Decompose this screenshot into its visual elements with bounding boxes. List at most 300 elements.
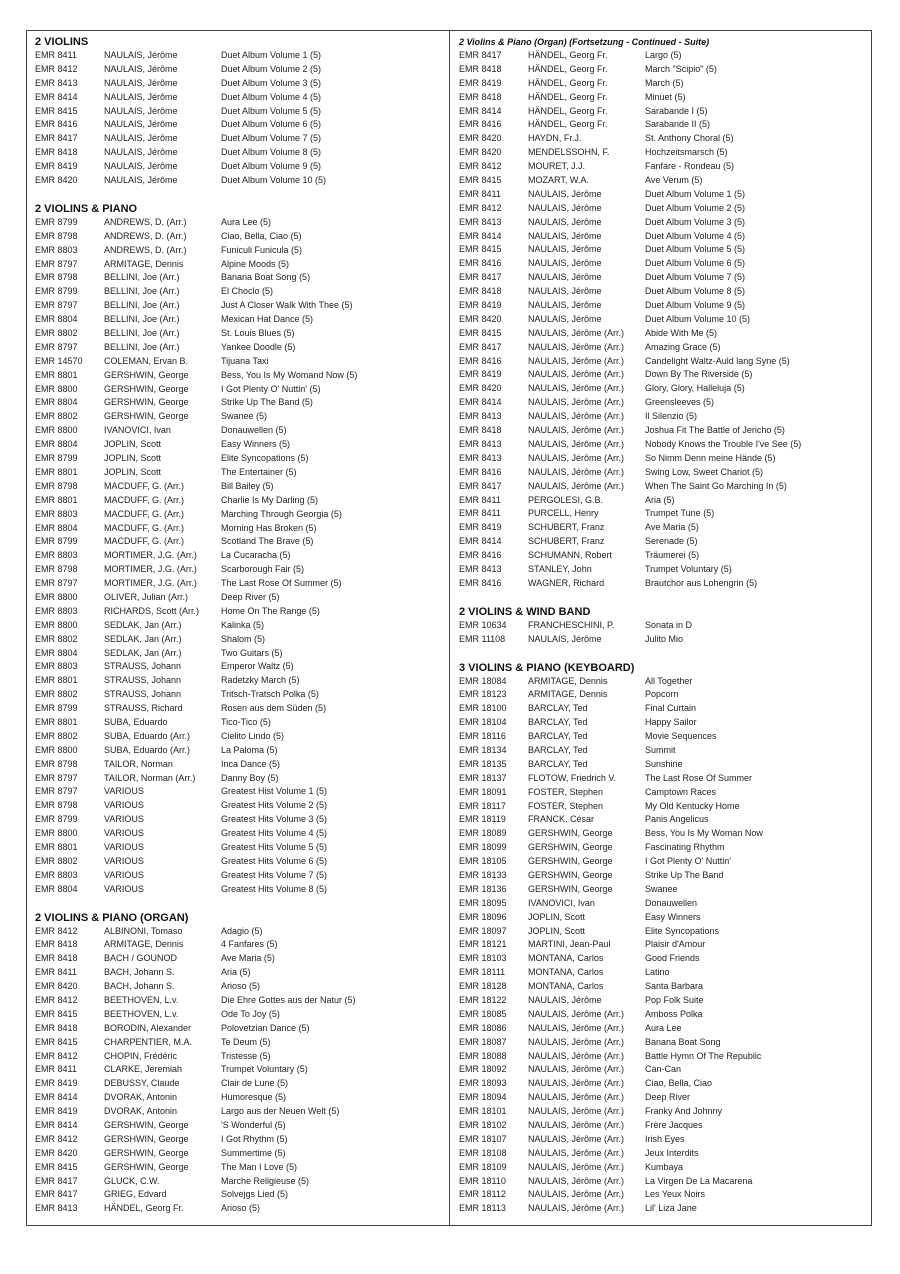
composer-name: BARCLAY, Ted — [528, 744, 588, 755]
catalog-row — [459, 1063, 864, 1077]
section-2-violins-wind-band — [459, 605, 864, 647]
composer-name: BARCLAY, Ted — [528, 731, 588, 742]
piece-title: Swanee (5) — [221, 411, 268, 422]
catalog-code: EMR 8414 — [459, 105, 502, 116]
catalog-code: EMR 18093 — [459, 1078, 507, 1089]
catalog-row — [35, 160, 440, 174]
catalog-row — [459, 507, 864, 521]
section-3-violins-piano-keyboard — [459, 661, 864, 1217]
catalog-code: EMR 8801 — [35, 841, 78, 852]
composer-name: GERSHWIN, George — [104, 1161, 189, 1172]
piece-title: Elite Syncopations (5) — [221, 453, 309, 464]
catalog-row — [459, 702, 864, 716]
composer-name: NAULAIS, Jérôme (Arr.) — [528, 1036, 625, 1047]
piece-title: Franky And Johnny — [645, 1106, 723, 1117]
composer-name: NAULAIS, Jérôme (Arr.) — [528, 1161, 625, 1172]
catalog-row — [459, 382, 864, 396]
catalog-code: EMR 8420 — [459, 383, 502, 394]
piece-title: Strike Up The Band — [645, 869, 724, 880]
composer-name: VARIOUS — [104, 786, 144, 797]
catalog-code: EMR 8799 — [35, 216, 78, 227]
piece-title: Tico-Tico (5) — [221, 716, 271, 727]
composer-name: DEBUSSY, Claude — [104, 1078, 180, 1089]
section-2-violins-piano — [35, 202, 440, 897]
catalog-row — [459, 1188, 864, 1202]
composer-name: NAULAIS, Jérôme (Arr.) — [528, 438, 625, 449]
piece-title: Aria (5) — [645, 494, 675, 505]
catalog-row — [459, 1091, 864, 1105]
piece-title: The Last Rose Of Summer (5) — [221, 578, 342, 589]
catalog-code: EMR 18100 — [459, 703, 507, 714]
catalog-code: EMR 8419 — [459, 369, 502, 380]
catalog-code: EMR 8411 — [35, 967, 77, 978]
piece-title: Camptown Races — [645, 786, 717, 797]
catalog-code: EMR 8416 — [459, 355, 502, 366]
catalog-row — [459, 1175, 864, 1189]
composer-name: SEDLAK, Jan (Arr.) — [104, 633, 182, 644]
catalog-code: EMR 8412 — [459, 202, 502, 213]
catalog-code: EMR 18104 — [459, 717, 507, 728]
composer-name: NAULAIS, Jérôme (Arr.) — [528, 341, 625, 352]
piece-title: Aria (5) — [221, 967, 251, 978]
catalog-code: EMR 8416 — [459, 466, 502, 477]
catalog-row — [459, 188, 864, 202]
piece-title: Strike Up The Band (5) — [221, 397, 313, 408]
catalog-code: EMR 11108 — [459, 633, 506, 644]
composer-name: MOURET, J.J. — [528, 161, 586, 172]
catalog-code: EMR 8413 — [35, 1203, 78, 1214]
catalog-row — [35, 925, 440, 939]
piece-title: Greatest Hits Volume 8 (5) — [221, 883, 328, 894]
catalog-code: EMR 8799 — [35, 536, 78, 547]
catalog-row — [35, 1119, 440, 1133]
catalog-code: EMR 8419 — [35, 1078, 78, 1089]
catalog-code: EMR 8419 — [459, 77, 502, 88]
catalog-code: EMR 8801 — [35, 369, 78, 380]
composer-name: STRAUSS, Johann — [104, 675, 182, 686]
catalog-row — [35, 132, 440, 146]
catalog-code: EMR 8802 — [35, 730, 78, 741]
catalog-row — [459, 410, 864, 424]
piece-title: Radetzky March (5) — [221, 675, 300, 686]
piece-title: Battle Hymn Of The Republic — [645, 1050, 762, 1061]
composer-name: MARTINI, Jean-Paul — [528, 939, 611, 950]
piece-title: Happy Sailor — [645, 717, 697, 728]
piece-title: Tristesse (5) — [221, 1050, 271, 1061]
catalog-code: EMR 8416 — [35, 119, 78, 130]
catalog-code: EMR 8415 — [35, 1161, 78, 1172]
piece-title: Two Guitars (5) — [221, 647, 283, 658]
piece-title: Down By The Riverside (5) — [645, 369, 753, 380]
catalog-row — [459, 105, 864, 119]
composer-name: SUBA, Eduardo — [104, 716, 168, 727]
piece-title: Easy Winners (5) — [221, 439, 291, 450]
composer-name: NAULAIS, Jérôme (Arr.) — [528, 1092, 625, 1103]
catalog-row — [459, 1077, 864, 1091]
catalog-row — [35, 855, 440, 869]
catalog-code: EMR 8411 — [459, 508, 501, 519]
piece-title: Rosen aus dem Süden (5) — [221, 703, 327, 714]
catalog-code: EMR 8420 — [35, 981, 78, 992]
catalog-code: EMR 8413 — [35, 77, 78, 88]
composer-name: STANLEY, John — [528, 563, 592, 574]
catalog-code: EMR 8415 — [459, 244, 502, 255]
catalog-code: EMR 18103 — [459, 953, 507, 964]
piece-title: Emperor Waltz (5) — [221, 661, 294, 672]
piece-title: Largo aus der Neuen Welt (5) — [221, 1106, 340, 1117]
catalog-code: EMR 8803 — [35, 661, 78, 672]
composer-name: SCHUBERT, Franz — [528, 522, 605, 533]
piece-title: Mexican Hat Dance (5) — [221, 314, 314, 325]
catalog-row — [35, 799, 440, 813]
catalog-row — [459, 299, 864, 313]
catalog-row — [35, 299, 440, 313]
composer-name: STRAUSS, Richard — [104, 703, 183, 714]
piece-title: Trumpet Voluntary (5) — [645, 563, 732, 574]
piece-title: Ode To Joy (5) — [221, 1008, 280, 1019]
catalog-row — [459, 535, 864, 549]
catalog-row — [35, 369, 440, 383]
catalog-row — [35, 244, 440, 258]
composer-name: NAULAIS, Jérôme (Arr.) — [528, 369, 625, 380]
composer-name: TAILOR, Norman (Arr.) — [104, 772, 196, 783]
catalog-row — [459, 285, 864, 299]
catalog-code: EMR 8416 — [459, 258, 502, 269]
catalog-row — [35, 327, 440, 341]
catalog-code: EMR 8413 — [459, 452, 502, 463]
composer-name: BELLINI, Joe (Arr.) — [104, 272, 180, 283]
composer-name: GERSHWIN, George — [104, 397, 189, 408]
composer-name: NAULAIS, Jérôme — [104, 50, 178, 60]
piece-title: Humoresque (5) — [221, 1092, 287, 1103]
catalog-code: EMR 8417 — [35, 1189, 78, 1200]
catalog-row — [35, 688, 440, 702]
catalog-code: EMR 8413 — [459, 563, 502, 574]
composer-name: VARIOUS — [104, 800, 144, 811]
piece-title: Greatest Hist Volume 1 (5) — [221, 786, 328, 797]
right-column — [459, 35, 864, 1216]
composer-name: NAULAIS, Jérôme — [104, 119, 178, 130]
catalog-row — [459, 1119, 864, 1133]
catalog-row — [459, 327, 864, 341]
section-2-violins-piano-organ — [35, 911, 440, 1217]
catalog-code: EMR 8798 — [35, 230, 78, 241]
catalog-row — [35, 258, 440, 272]
catalog-code: EMR 8802 — [35, 633, 78, 644]
piece-title: Duet Album Volume 4 (5) — [645, 230, 746, 241]
catalog-row — [35, 633, 440, 647]
section-title: 2 VIOLINS — [35, 36, 89, 48]
catalog-code: EMR 8419 — [459, 522, 502, 533]
catalog-row — [35, 77, 440, 91]
piece-title: Brautchor aus Lohengrin (5) — [645, 577, 758, 588]
catalog-row — [459, 869, 864, 883]
catalog-code: EMR 8799 — [35, 453, 78, 464]
catalog-code: EMR 8411 — [35, 50, 77, 60]
catalog-code: EMR 8799 — [35, 286, 78, 297]
catalog-row — [35, 146, 440, 160]
piece-title: Duet Album Volume 9 (5) — [221, 161, 322, 172]
catalog-code: EMR 8414 — [35, 91, 78, 102]
composer-name: ANDREWS, D. (Arr.) — [104, 244, 187, 255]
catalog-row — [459, 91, 864, 105]
composer-name: NAULAIS, Jérôme (Arr.) — [528, 452, 625, 463]
piece-title: The Man I Love (5) — [221, 1161, 298, 1172]
catalog-row — [459, 786, 864, 800]
composer-name: NAULAIS, Jérôme — [528, 633, 602, 644]
composer-name: BARCLAY, Ted — [528, 717, 588, 728]
composer-name: STRAUSS, Johann — [104, 689, 182, 700]
composer-name: PERGOLESI, G.B. — [528, 494, 604, 505]
piece-title: St. Anthony Choral (5) — [645, 133, 734, 144]
composer-name: VARIOUS — [104, 814, 144, 825]
catalog-row — [35, 438, 440, 452]
piece-title: Marche Religieuse (5) — [221, 1175, 310, 1186]
composer-name: HAYDN, Fr.J. — [528, 133, 582, 144]
catalog-code: EMR 18087 — [459, 1036, 507, 1047]
composer-name: MACDUFF, G. (Arr.) — [104, 508, 184, 519]
piece-title: Popcorn — [645, 689, 679, 700]
composer-name: NAULAIS, Jérôme — [104, 133, 178, 144]
catalog-row — [459, 424, 864, 438]
catalog-row — [35, 869, 440, 883]
composer-name: ARMITAGE, Dennis — [528, 689, 608, 700]
composer-name: NAULAIS, Jérôme (Arr.) — [528, 1008, 625, 1019]
piece-title: Largo (5) — [645, 50, 682, 60]
composer-name: NAULAIS, Jérôme (Arr.) — [528, 1050, 625, 1061]
catalog-code: EMR 18101 — [459, 1106, 507, 1117]
catalog-code: EMR 18111 — [459, 967, 506, 978]
catalog-code: EMR 8802 — [35, 328, 78, 339]
catalog-code: EMR 8419 — [35, 161, 78, 172]
catalog-code: EMR 8797 — [35, 772, 78, 783]
composer-name: MACDUFF, G. (Arr.) — [104, 480, 184, 491]
piece-title: Duet Album Volume 1 (5) — [221, 50, 322, 60]
piece-title: Sonata in D — [645, 619, 693, 630]
catalog-code: EMR 18109 — [459, 1161, 507, 1172]
catalog-code: EMR 8802 — [35, 411, 78, 422]
catalog-code: EMR 8411 — [459, 188, 501, 199]
piece-title: Ave Maria (5) — [645, 522, 699, 533]
catalog-row — [35, 966, 440, 980]
catalog-code: EMR 8415 — [459, 175, 502, 186]
catalog-code: EMR 8801 — [35, 675, 78, 686]
catalog-code: EMR 8803 — [35, 605, 78, 616]
composer-name: BELLINI, Joe (Arr.) — [104, 341, 180, 352]
piece-title: Marching Through Georgia (5) — [221, 508, 342, 519]
composer-name: BELLINI, Joe (Arr.) — [104, 314, 180, 325]
composer-name: NAULAIS, Jérôme (Arr.) — [528, 1147, 625, 1158]
section-title: 3 VIOLINS & PIANO (KEYBOARD) — [459, 661, 635, 674]
composer-name: JOPLIN, Scott — [528, 911, 586, 922]
composer-name: JOPLIN, Scott — [104, 453, 162, 464]
piece-title: Danny Boy (5) — [221, 772, 279, 783]
piece-title: Bess, You Is My Woman Now — [645, 828, 763, 839]
catalog-row — [459, 271, 864, 285]
composer-name: BELLINI, Joe (Arr.) — [104, 328, 180, 339]
catalog-row — [459, 494, 864, 508]
piece-title: Hochzeitsmarsch (5) — [645, 147, 728, 158]
composer-name: CHARPENTIER, M.A. — [104, 1036, 193, 1047]
catalog-row — [459, 1105, 864, 1119]
catalog-code: EMR 8797 — [35, 578, 78, 589]
piece-title: Greatest Hits Volume 3 (5) — [221, 814, 328, 825]
piece-title: Arioso (5) — [221, 981, 261, 992]
composer-name: JOPLIN, Scott — [528, 925, 586, 936]
catalog-row — [35, 744, 440, 758]
catalog-row — [459, 216, 864, 230]
piece-title: Jeux Interdits — [645, 1147, 699, 1158]
catalog-row — [459, 994, 864, 1008]
catalog-row — [35, 118, 440, 132]
piece-title: Duet Album Volume 5 (5) — [221, 105, 322, 116]
piece-title: Irish Eyes — [645, 1133, 685, 1144]
composer-name: JOPLIN, Scott — [104, 466, 162, 477]
catalog-code: EMR 8797 — [35, 786, 78, 797]
piece-title: Lil' Liza Jane — [645, 1203, 697, 1214]
composer-name: NAULAIS, Jérôme — [104, 63, 178, 74]
catalog-code: EMR 18121 — [459, 939, 507, 950]
catalog-code: EMR 18110 — [459, 1175, 506, 1186]
composer-name: WAGNER, Richard — [528, 577, 605, 588]
catalog-code: EMR 18088 — [459, 1050, 507, 1061]
catalog-row — [35, 230, 440, 244]
composer-name: BACH / GOUNOD — [104, 953, 178, 964]
composer-name: FRANCK, César — [528, 814, 595, 825]
piece-title: Duet Album Volume 10 (5) — [221, 175, 327, 186]
composer-name: NAULAIS, Jérôme (Arr.) — [528, 1189, 625, 1200]
composer-name: ARMITAGE, Dennis — [104, 939, 184, 950]
catalog-code: EMR 18137 — [459, 772, 507, 783]
piece-title: Träumerei (5) — [645, 550, 700, 561]
composer-name: IVANOVICI, Ivan — [528, 897, 595, 908]
catalog-row — [459, 744, 864, 758]
composer-name: HÄNDEL, Georg Fr. — [528, 91, 608, 102]
composer-name: NAULAIS, Jérôme (Arr.) — [528, 1078, 625, 1089]
piece-title: Duet Album Volume 3 (5) — [221, 77, 322, 88]
composer-name: SEDLAK, Jan (Arr.) — [104, 647, 182, 658]
piece-title: Duet Album Volume 6 (5) — [645, 258, 746, 269]
catalog-row — [459, 1022, 864, 1036]
piece-title: Kalinka (5) — [221, 619, 265, 630]
catalog-row — [35, 1091, 440, 1105]
catalog-code: EMR 8803 — [35, 869, 78, 880]
catalog-code: EMR 8411 — [459, 494, 501, 505]
composer-name: NAULAIS, Jérôme — [528, 258, 602, 269]
piece-title: Il Silenzio (5) — [645, 411, 698, 422]
catalog-row — [459, 355, 864, 369]
catalog-code: EMR 8797 — [35, 258, 78, 269]
catalog-code: EMR 8418 — [459, 91, 502, 102]
piece-title: March "Scipio" (5) — [645, 63, 717, 74]
catalog-code: EMR 8413 — [459, 438, 502, 449]
catalog-row — [35, 883, 440, 897]
catalog-row — [459, 1050, 864, 1064]
piece-title: Deep River — [645, 1092, 691, 1103]
piece-title: Shalom (5) — [221, 633, 266, 644]
piece-title: Amboss Polka — [645, 1008, 703, 1019]
catalog-code: EMR 18108 — [459, 1147, 507, 1158]
catalog-row — [35, 313, 440, 327]
piece-title: Fanfare - Rondeau (5) — [645, 161, 735, 172]
composer-name: NAULAIS, Jérôme (Arr.) — [528, 1120, 625, 1131]
piece-title: Sarabande I (5) — [645, 105, 708, 116]
catalog-code: EMR 8800 — [35, 591, 78, 602]
catalog-row — [35, 841, 440, 855]
composer-name: ARMITAGE, Dennis — [104, 258, 184, 269]
catalog-row — [35, 716, 440, 730]
catalog-code: EMR 8415 — [35, 1036, 78, 1047]
catalog-row — [459, 897, 864, 911]
catalog-row — [459, 619, 864, 633]
catalog-row — [459, 938, 864, 952]
catalog-row — [35, 952, 440, 966]
catalog-row — [35, 383, 440, 397]
catalog-code: EMR 8412 — [35, 925, 78, 936]
catalog-row — [35, 980, 440, 994]
piece-title: So Nimm Denn meine Hände (5) — [645, 452, 776, 463]
piece-title: Panis Angelicus — [645, 814, 709, 825]
piece-title: Santa Barbara — [645, 981, 704, 992]
composer-name: MORTIMER, J.G. (Arr.) — [104, 550, 197, 561]
piece-title: When The Saint Go Marching In (5) — [645, 480, 787, 491]
catalog-code: EMR 8416 — [459, 577, 502, 588]
catalog-code: EMR 8418 — [459, 63, 502, 74]
piece-title: Ciao, Bella, Ciao (5) — [221, 230, 302, 241]
composer-name: FRANCHESCHINI, P. — [528, 619, 615, 630]
composer-name: VARIOUS — [104, 855, 144, 866]
composer-name: BEETHOVEN, L.v. — [104, 995, 179, 1005]
catalog-row — [459, 118, 864, 132]
composer-name: GERSHWIN, George — [104, 383, 189, 394]
composer-name: BORODIN, Alexander — [104, 1022, 192, 1033]
catalog-row — [35, 1008, 440, 1022]
catalog-code: EMR 8800 — [35, 383, 78, 394]
catalog-code: EMR 18095 — [459, 897, 507, 908]
catalog-row — [35, 91, 440, 105]
catalog-row — [459, 1202, 864, 1216]
catalog-code: EMR 18094 — [459, 1092, 507, 1103]
piece-title: Duet Album Volume 6 (5) — [221, 119, 322, 130]
piece-title: La Paloma (5) — [221, 744, 278, 755]
catalog-row — [459, 1036, 864, 1050]
catalog-row — [35, 452, 440, 466]
composer-name: DVORAK, Antonin — [104, 1106, 178, 1117]
piece-title: Summertime (5) — [221, 1147, 286, 1158]
piece-title: Duet Album Volume 3 (5) — [645, 216, 746, 227]
composer-name: ARMITAGE, Dennis — [528, 675, 608, 686]
piece-title: Duet Album Volume 8 (5) — [645, 286, 746, 297]
composer-name: FOSTER, Stephen — [528, 786, 604, 797]
piece-title: Inca Dance (5) — [221, 758, 281, 769]
catalog-code: EMR 8415 — [459, 327, 502, 338]
composer-name: HÄNDEL, Georg Fr. — [528, 105, 608, 116]
composer-name: NAULAIS, Jérôme — [528, 188, 602, 199]
catalog-row — [459, 174, 864, 188]
catalog-code: EMR 8797 — [35, 300, 78, 311]
catalog-row — [459, 675, 864, 689]
catalog-code: EMR 18113 — [459, 1203, 506, 1214]
catalog-row — [459, 730, 864, 744]
composer-name: NAULAIS, Jérôme (Arr.) — [528, 355, 625, 366]
catalog-row — [459, 716, 864, 730]
composer-name: BELLINI, Joe (Arr.) — [104, 300, 180, 311]
piece-title: Elite Syncopations — [645, 925, 720, 936]
catalog-code: EMR 8418 — [35, 939, 78, 950]
catalog-code: EMR 18117 — [459, 800, 506, 811]
piece-title: Tijuana Taxi — [221, 355, 269, 366]
catalog-row — [459, 800, 864, 814]
